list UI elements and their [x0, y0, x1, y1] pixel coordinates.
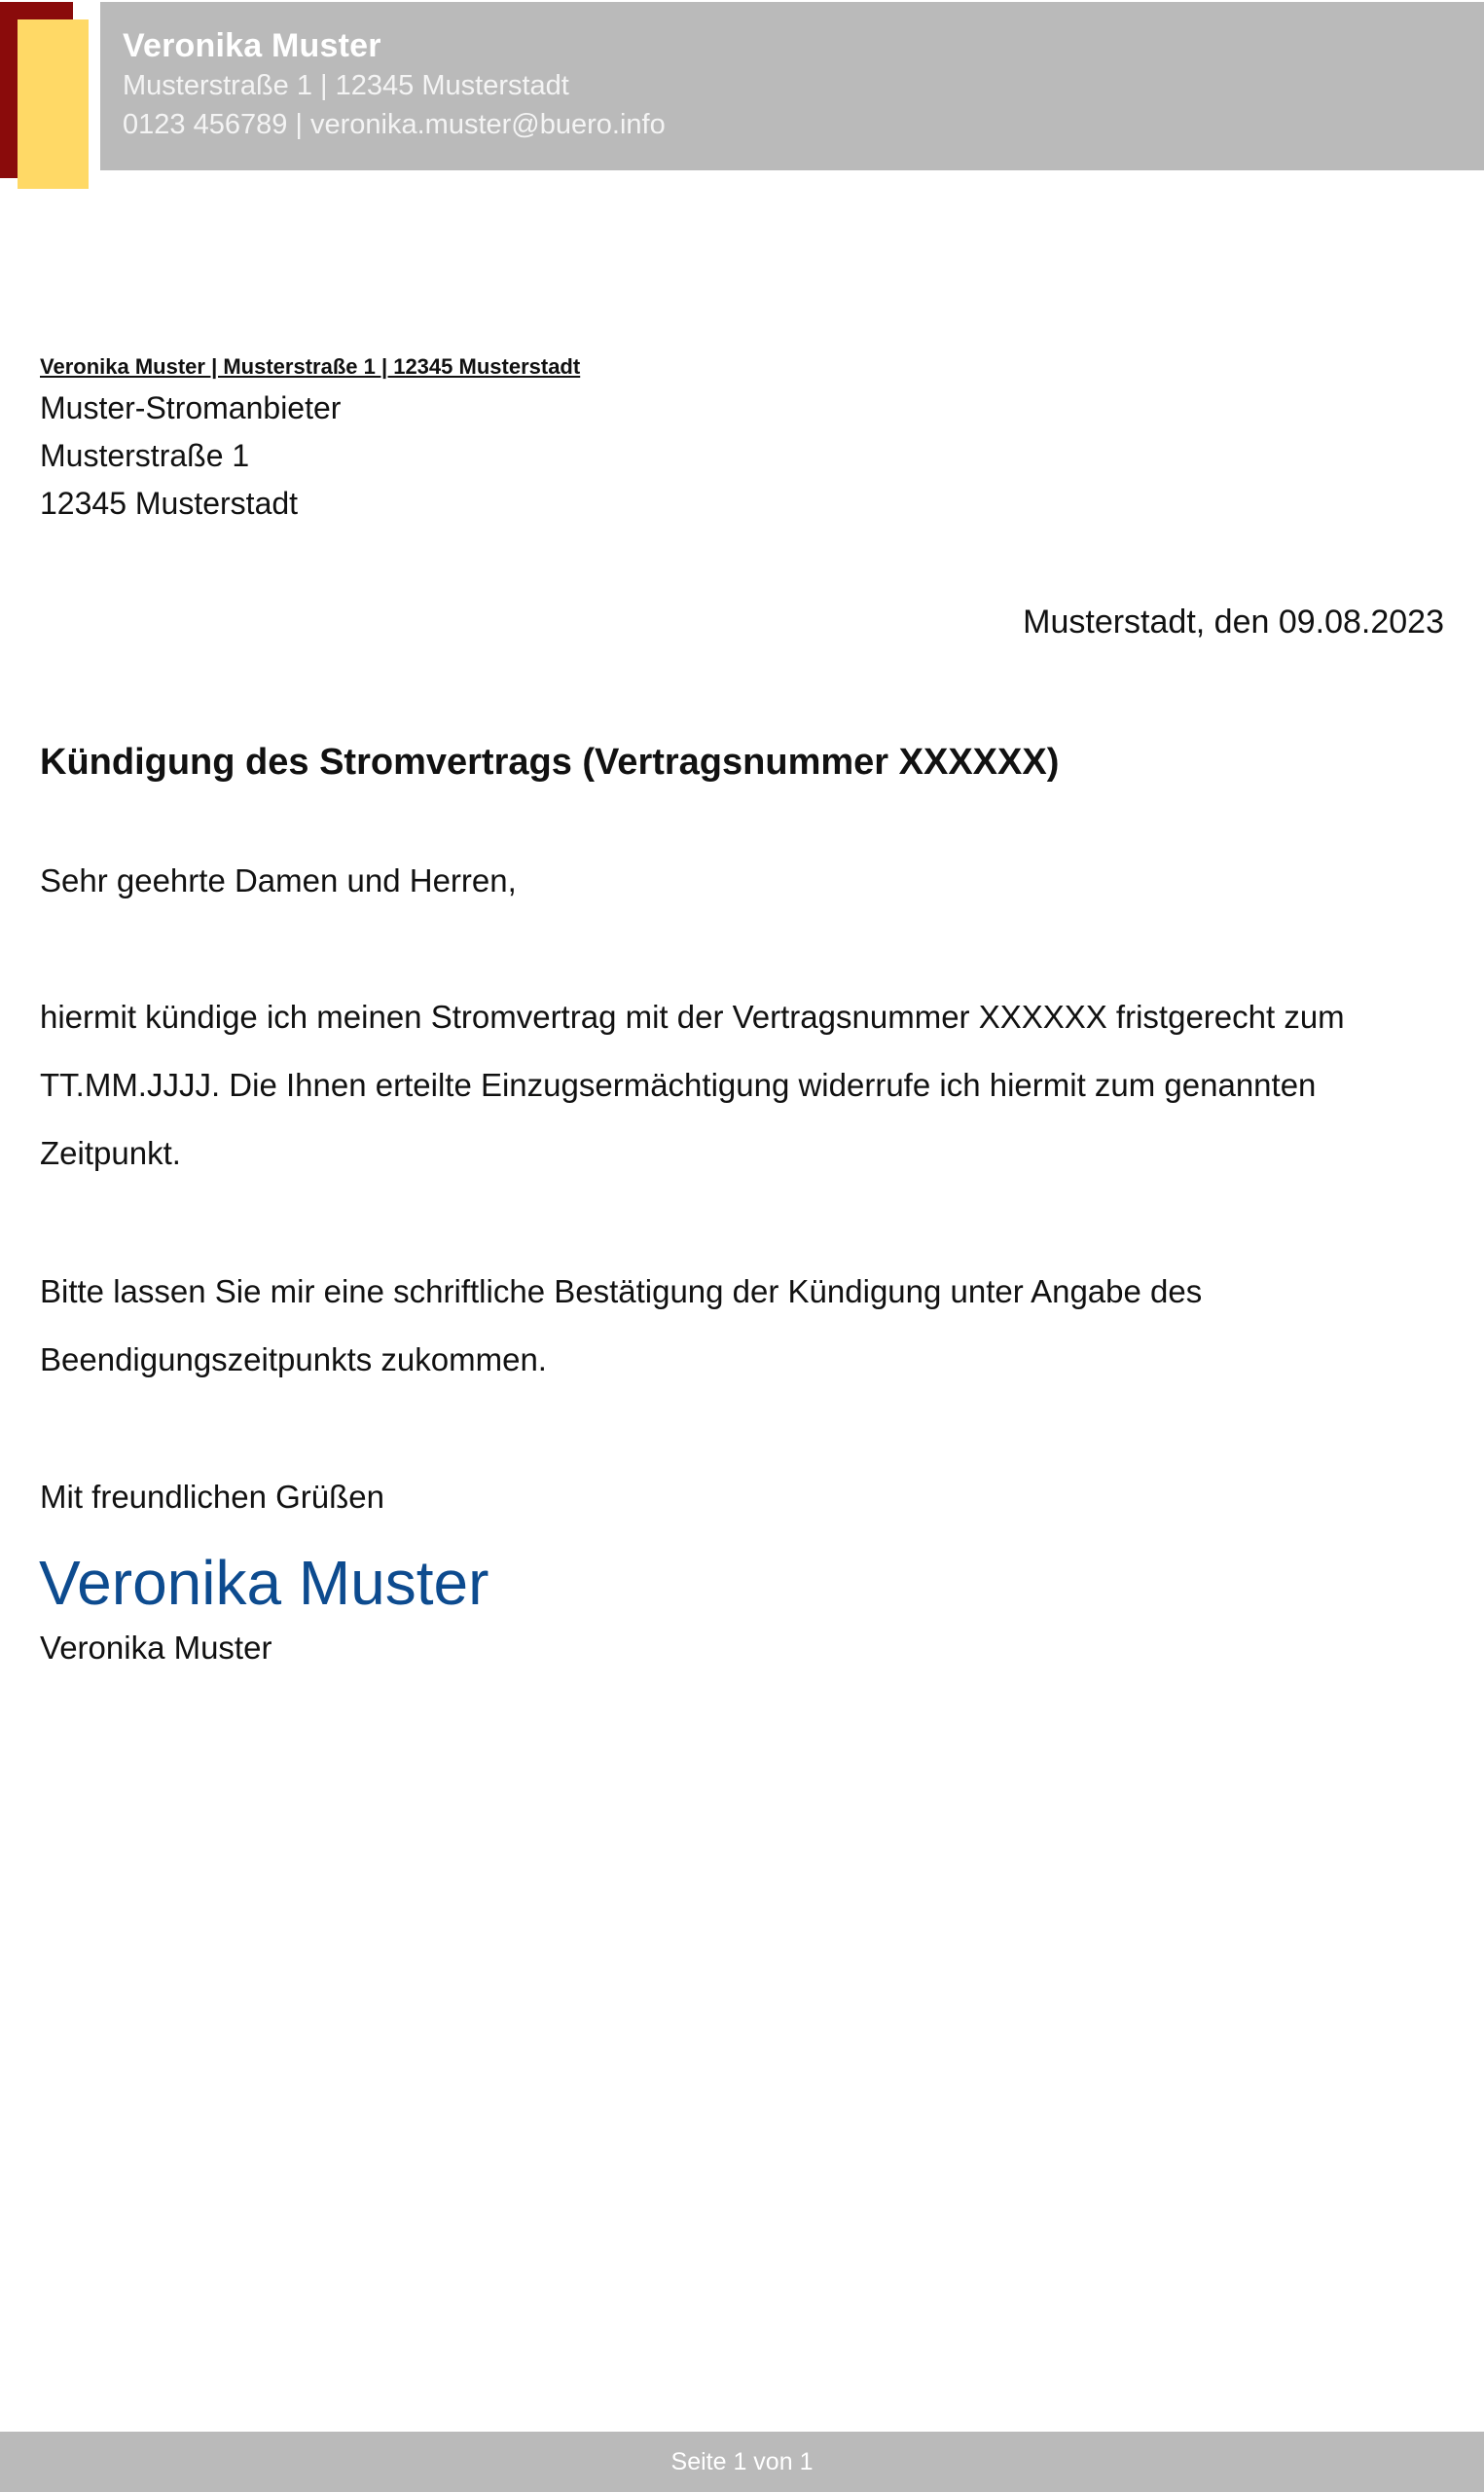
letterhead-name: Veronika Muster [123, 27, 381, 64]
page-number: Seite 1 von 1 [670, 2447, 814, 2475]
recipient-company: Muster-Stromanbieter [40, 390, 342, 425]
closing-phrase: Mit freundlichen Grüßen [40, 1479, 384, 1515]
signature: Veronika Muster [39, 1548, 489, 1618]
logo-yellow-block [18, 19, 89, 189]
printed-name: Veronika Muster [40, 1630, 272, 1666]
body-paragraph-2: Bitte lassen Sie mir eine schriftliche Bestätigung der Kündigung unter Angabe des Beendigungszeitpunkts zukommen. [40, 1273, 1203, 1377]
body-paragraph-1: hiermit kündige ich meinen Stromvertrag mit der Vertragsnummer XXXXXX fristgerecht zum TT.MM.JJJJ. Die Ihnen erteilte Einzugsermächtigung widerrufe ich hiermit zum genannten Zeitpunkt. [40, 999, 1345, 1171]
letterhead-contact: 0123 456789 | veronika.muster@buero.info [123, 109, 666, 140]
footer-band [0, 2432, 1484, 2492]
date-line: Musterstadt, den 09.08.2023 [1023, 604, 1444, 641]
letter-subject: Kündigung des Stromvertrags (Vertragsnummer XXXXXX) [40, 742, 1060, 783]
recipient-street: Musterstraße 1 [40, 438, 250, 473]
letterhead [123, 25, 666, 144]
salutation: Sehr geehrte Damen und Herren, [40, 862, 517, 898]
letterhead-address: Musterstraße 1 | 12345 Musterstadt [123, 70, 569, 101]
recipient-city: 12345 Musterstadt [40, 486, 299, 521]
sender-return-line: Veronika Muster | Musterstraße 1 | 12345 Musterstadt [40, 354, 581, 379]
recipient-address [40, 385, 341, 528]
